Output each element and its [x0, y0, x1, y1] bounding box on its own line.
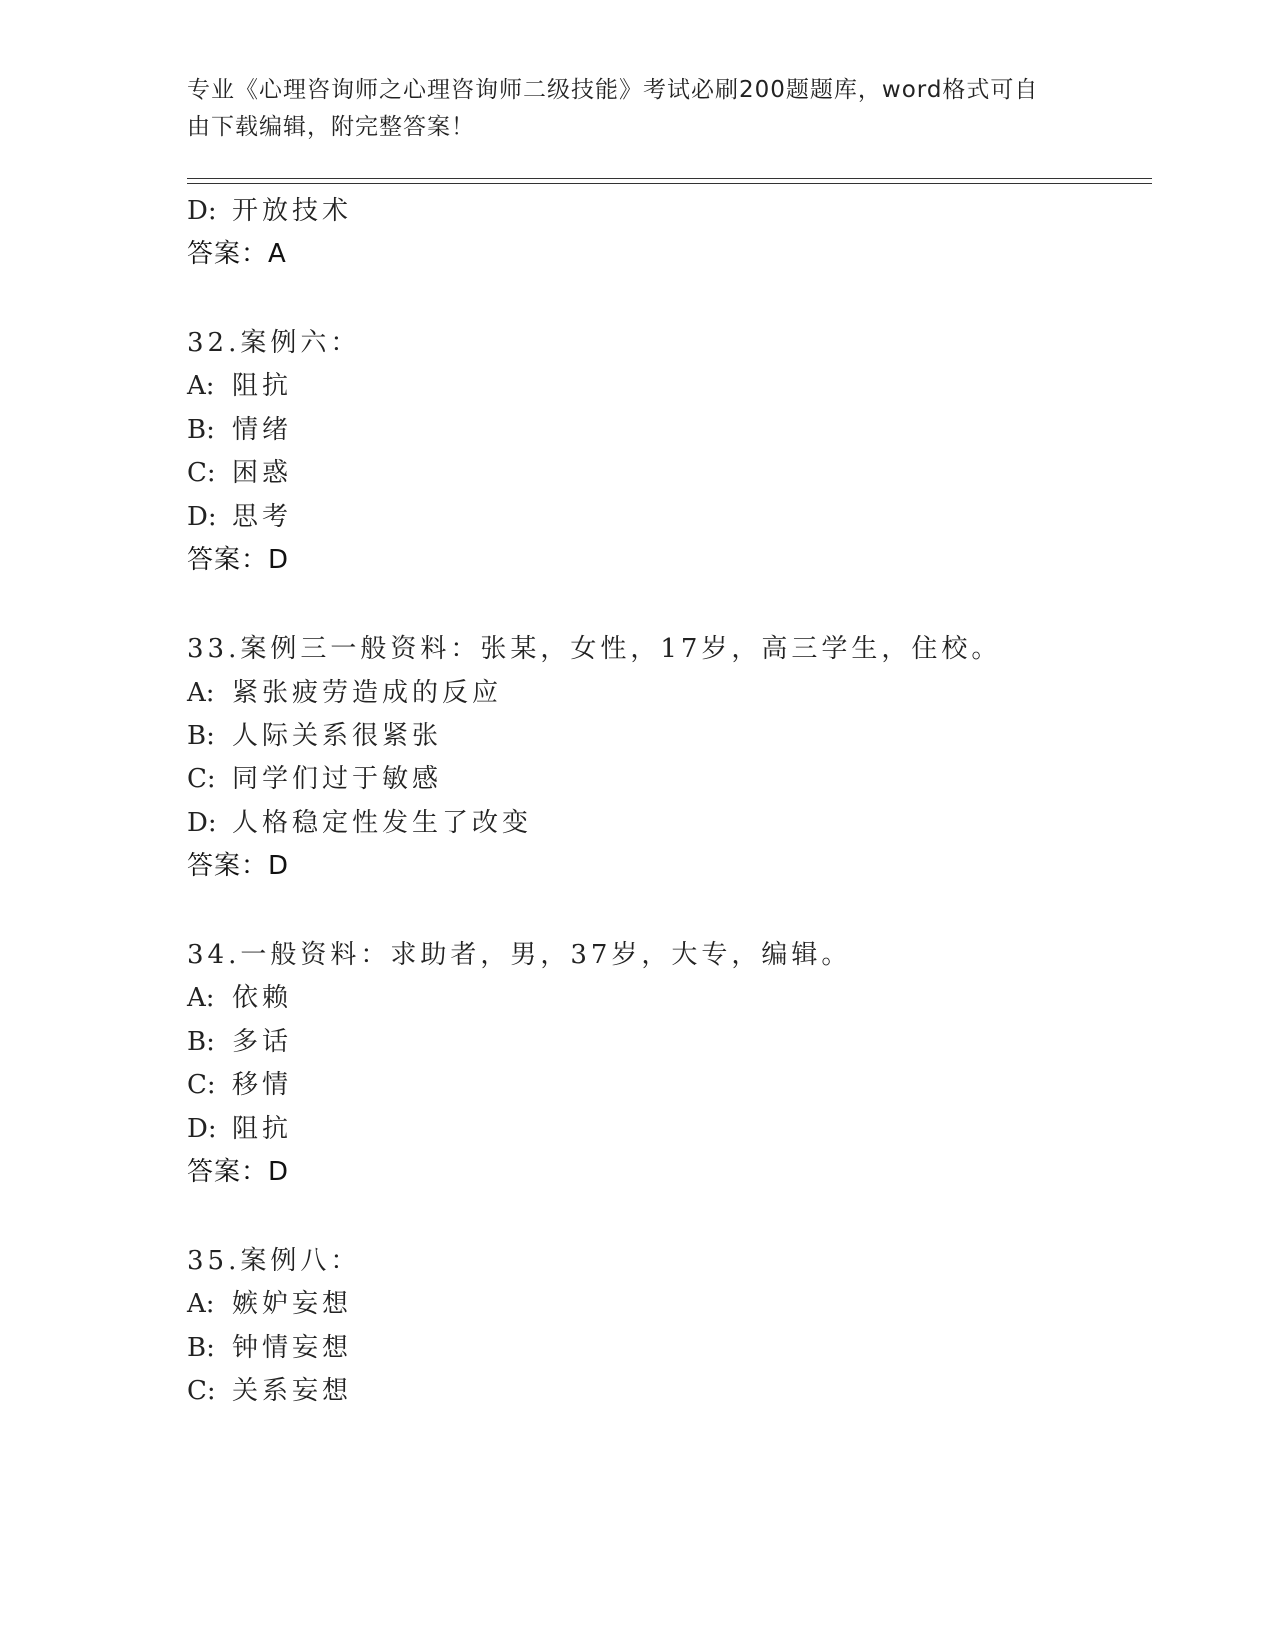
option-letter: B: [187, 1333, 215, 1363]
option-letter: C: [187, 1070, 216, 1100]
option-letter: A: [187, 678, 215, 708]
option-text: 依赖 [232, 983, 293, 1013]
question-stem: 32.案例六： [187, 328, 361, 358]
option-line [187, 1064, 292, 1101]
option-line [187, 715, 442, 752]
option-letter: A: [187, 371, 215, 401]
option-line [187, 409, 292, 446]
option-letter: C: [187, 764, 216, 794]
option-letter: C: [187, 1376, 216, 1406]
option-text: 思考 [232, 502, 293, 532]
option-text: 嫉妒妄想 [232, 1289, 353, 1319]
option-line [187, 496, 292, 533]
option-line [187, 190, 352, 227]
question-stem: 35.案例八： [187, 1246, 361, 1276]
document-header [187, 72, 1067, 146]
option-text: 开放技术 [232, 196, 353, 226]
answer-line: 答案：D [187, 851, 290, 881]
answer-line: 答案：D [187, 545, 290, 575]
option-text: 紧张疲劳造成的反应 [232, 678, 503, 708]
option-letter: B: [187, 721, 215, 751]
option-line [187, 758, 442, 795]
option-text: 同学们过于敏感 [232, 764, 443, 794]
option-line [187, 1283, 352, 1320]
option-letter: B: [187, 415, 215, 445]
option-text: 关系妄想 [232, 1376, 353, 1406]
option-line [187, 1327, 352, 1364]
option-text: 多话 [232, 1027, 293, 1057]
option-line [187, 977, 292, 1014]
header-line-2: 由下载编辑，附完整答案！ [187, 114, 475, 140]
option-line [187, 1370, 352, 1407]
header-divider-bottom [187, 183, 1152, 184]
option-text: 阻抗 [232, 371, 293, 401]
header-divider-top [187, 178, 1152, 179]
answer-line: 答案：A [187, 239, 287, 269]
option-letter: D: [187, 196, 217, 226]
option-text: 人际关系很紧张 [232, 721, 443, 751]
option-letter: C: [187, 458, 216, 488]
header-line-1: 专业《心理咨询师之心理咨询师二级技能》考试必刷200题题库，word格式可自 [187, 77, 1039, 103]
option-letter: A: [187, 983, 215, 1013]
option-letter: B: [187, 1027, 215, 1057]
option-letter: D: [187, 502, 217, 532]
option-text: 移情 [232, 1070, 293, 1100]
option-text: 情绪 [232, 415, 293, 445]
option-line [187, 1021, 292, 1058]
option-line [187, 672, 502, 709]
option-text: 困惑 [232, 458, 293, 488]
option-text: 人格稳定性发生了改变 [232, 808, 533, 838]
option-text: 阻抗 [232, 1114, 293, 1144]
option-letter: A: [187, 1289, 215, 1319]
option-letter: D: [187, 1114, 217, 1144]
option-letter: D: [187, 808, 217, 838]
question-stem: 34.一般资料：求助者，男，37岁，大专，编辑。 [187, 940, 852, 970]
option-line [187, 802, 532, 839]
option-line [187, 452, 292, 489]
question-stem: 33.案例三一般资料：张某，女性，17岁，高三学生，住校。 [187, 634, 1002, 664]
option-line [187, 365, 292, 402]
option-line [187, 1108, 292, 1145]
answer-line: 答案：D [187, 1157, 290, 1187]
option-text: 钟情妄想 [232, 1333, 353, 1363]
